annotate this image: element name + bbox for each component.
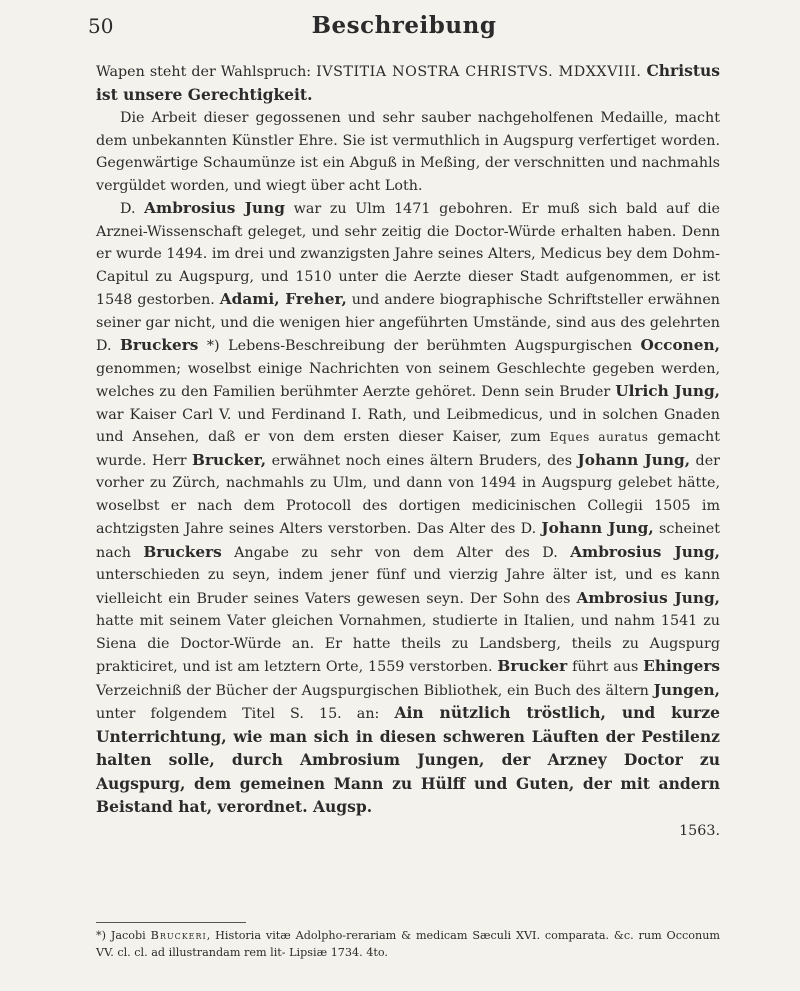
- name-ambrosius-jung: Ambrosius Jung: [144, 199, 285, 217]
- name-brucker: Bruckers: [143, 542, 222, 561]
- name-johann-jung: Johann Jung,: [577, 450, 691, 469]
- text-run: und andere biographische Schriftsteller erwähnen seiner gar nicht, und die wenigen hier angeführten Umstände, sind aus des gelehrten D.: [96, 292, 720, 354]
- paragraph-medal-description: Die Arbeit dieser gegossenen und sehr sauber nachgeholfenen Medaille, macht dem unbekannten Künstler Ehre. Sie ist vermuthlich in Augspurg verfertiget worden. Gegenwärtige Schaumünze ist ein Abguß in Meßing, der verschnitten und nachmahls vergüldet worden, und wiegt über acht Loth.: [96, 110, 720, 194]
- running-head: Beschreibung: [311, 12, 497, 39]
- paragraph-biography: [96, 197, 720, 820]
- footnote: [96, 928, 720, 961]
- footnote-mark: *): [96, 929, 111, 942]
- footnote-author-first: Jacobi: [110, 929, 151, 942]
- footnote-marker: *): [198, 338, 229, 354]
- text-run: erwähnet noch eines ältern Bruders, des: [266, 452, 578, 469]
- name-brucker: Brucker,: [192, 450, 267, 469]
- footnote-text: [96, 928, 720, 961]
- body-text: [96, 60, 720, 842]
- page-number: 50: [88, 14, 114, 38]
- name-ulrich-jung: Ulrich Jung,: [615, 382, 720, 400]
- name-brucker: Brucker: [497, 657, 568, 675]
- book-title: Ain nützlich tröstlich, und kurze Unterrichtung, wie man sich in diesen schweren Läuften der Pestilenz halten solle, durch Ambrosium Jungen, der Arzney Doctor zu Augspurg, dem gemeinen Mann zu Hülff und Guten, der mit andern Beistand hat, verordnet. Augsp.: [96, 703, 720, 816]
- text-run: hatte mit seinem Vater gleichen Vornahmen, studierte in Italien, und nahm 1541 zu Siena die Doctor-Würde an. Er hatte theils zu Landsberg, theils zu Augspurg prakticiret, und ist am letztern Orte, 1559 verstorben.: [96, 613, 720, 675]
- text-run: war zu Ulm 1471 gebohren. Er muß sich bald auf die Arznei-Wissenschaft geleget, und sehr zeitig die Doctor-Würde erhalten haben. Denn er wurde 1494. im drei und zwanzigsten Jahre seines Alters, Medicus bey dem Dohm-Capitul zu Augspurg, und 1510 unter die Aerzte dieser Stadt aufgenommen, er ist 1548 gestorben.: [96, 201, 721, 308]
- catchword: 1563.: [679, 822, 720, 839]
- name-ambrosius-jung: Ambrosius Jung,: [570, 542, 720, 561]
- name-ambrosius-jung: Ambrosius Jung,: [576, 588, 720, 607]
- paragraph-motto: [96, 60, 720, 107]
- name-johann-jung: Johann Jung,: [541, 519, 654, 537]
- text-run: scheinet nach: [96, 521, 721, 561]
- motto-intro: Wapen steht der Wahlspruch:: [96, 64, 317, 80]
- name-jungen: Jungen,: [653, 680, 720, 699]
- motto-latin: IVSTITIA NOSTRA CHRISTVS. MDXXVIII.: [316, 64, 642, 80]
- footnote-divider: [96, 922, 246, 923]
- text-run: unter folgendem Titel S. 15. an:: [96, 706, 395, 722]
- text-run: unterschieden zu seyn, indem jener fünf und vierzig Jahre älter ist, und es kann vielleicht ein Bruder seines Vaters gewesen seyn. Der Sohn des: [96, 567, 720, 607]
- text-run: D.: [120, 201, 145, 217]
- text-run: gemacht wurde. Herr: [96, 429, 721, 469]
- names-adami-freher: Adami, Freher,: [219, 290, 347, 308]
- name-occonen: Occonen,: [640, 336, 720, 354]
- name-ehinger: Ehingers: [643, 657, 720, 675]
- text-run: Angabe zu sehr von dem Alter des D.: [221, 544, 571, 561]
- text-run: führt aus: [567, 659, 644, 675]
- page-header: [88, 12, 720, 44]
- text-run: genommen; woselbst einige Nachrichten von seinem Geschlechte gegeben werden, welches zu den Familien berühmter Aerzte gehöret. Denn sein Bruder: [96, 360, 720, 400]
- name-brucker: Bruckers: [119, 336, 199, 354]
- text-run: Lebens-Beschreibung der berühmten Augspurgischen: [228, 338, 641, 354]
- text-run: war Kaiser Carl V. und Ferdinand I. Rath, und Leibmedicus, und in solchen Gnaden und Ansehen, daß er von dem ersten dieser Kaiser, zum: [96, 406, 720, 445]
- footnote-author-last: Bruckeri: [150, 929, 207, 942]
- text-run: Verzeichniß der Bücher der Augspurgischen Bibliothek, ein Buch des ältern: [96, 682, 654, 699]
- motto-translation: Christus ist unsere Gerechtigkeit.: [96, 61, 720, 104]
- text-run: der vorher zu Zürch, nachmahls zu Ulm, und dann von 1494 in Augspurg gelebet hätte, woselbst er nach dem Protocoll des dortigen medicinischen Collegii 1505 im achtzigsten Jahre seines Alters verstorben. Das Alter des D.: [96, 452, 720, 537]
- eques-auratus: Eques auratus: [549, 430, 649, 444]
- footnote-citation: , Historia vitæ Adolpho-rerariam & medicam Sæculi XVI. comparata. &c. rum Occonum VV. cl. cl. ad illustrandam rem lit- Lipsiæ 1734. 4to.: [96, 929, 721, 959]
